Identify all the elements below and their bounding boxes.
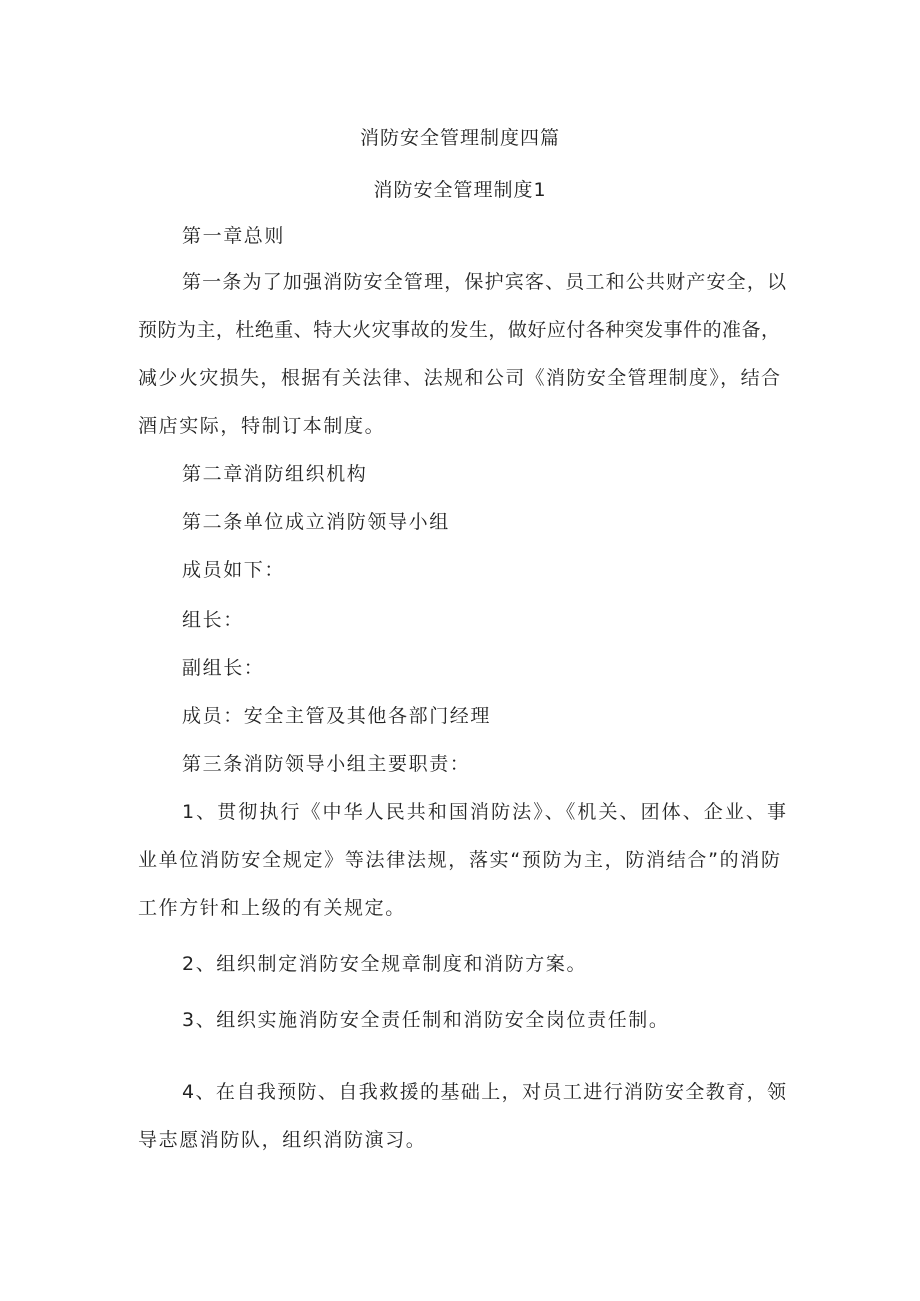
chapter-heading: 第一章总则 [182,225,286,247]
leader-line: 组长： [182,609,244,631]
duty-item-line: 2、组织制定消防安全规章制度和消防方案。 [182,953,588,975]
article-line: 第三条消防领导小组主要职责： [182,753,471,775]
members-line: 成员：安全主管及其他各部门经理 [182,705,492,727]
chapter-heading: 第二章消防组织机构 [182,463,368,485]
paragraph-line: 预防为主，杜绝重、特大火灾事故的发生，做好应付各种突发事件的准备， [138,319,780,341]
duty-item-line: 业单位消防安全规定》等法律法规，落实“预防为主，防消结合”的消防 [138,849,780,871]
duty-item-line: 导志愿消防队，组织消防演习。 [138,1129,427,1151]
paragraph-line: 酒店实际，特制订本制度。 [138,415,386,437]
duty-item-line: 3、组织实施消防安全责任制和消防安全岗位责任制。 [182,1009,670,1031]
document-subtitle: 消防安全管理制度1 [373,179,547,201]
paragraph-line: 减少火灾损失，根据有关法律、法规和公司《消防安全管理制度》，结合 [138,367,780,389]
duty-item-line: 工作方针和上级的有关规定。 [138,897,406,919]
members-intro: 成员如下： [182,559,286,581]
document-title: 消防安全管理制度四篇 [359,127,560,149]
article-line: 第二条单位成立消防领导小组 [182,511,450,533]
duty-item-line: 4、在自我预防、自我救援的基础上，对员工进行消防安全教育，领 [182,1081,786,1103]
duty-item-line: 1、贯彻执行《中华人民共和国消防法》、《机关、团体、企业、事 [182,801,786,823]
paragraph-line: 第一条为了加强消防安全管理，保护宾客、员工和公共财产安全，以 [182,271,786,293]
deputy-leader-line: 副组长： [182,657,265,679]
